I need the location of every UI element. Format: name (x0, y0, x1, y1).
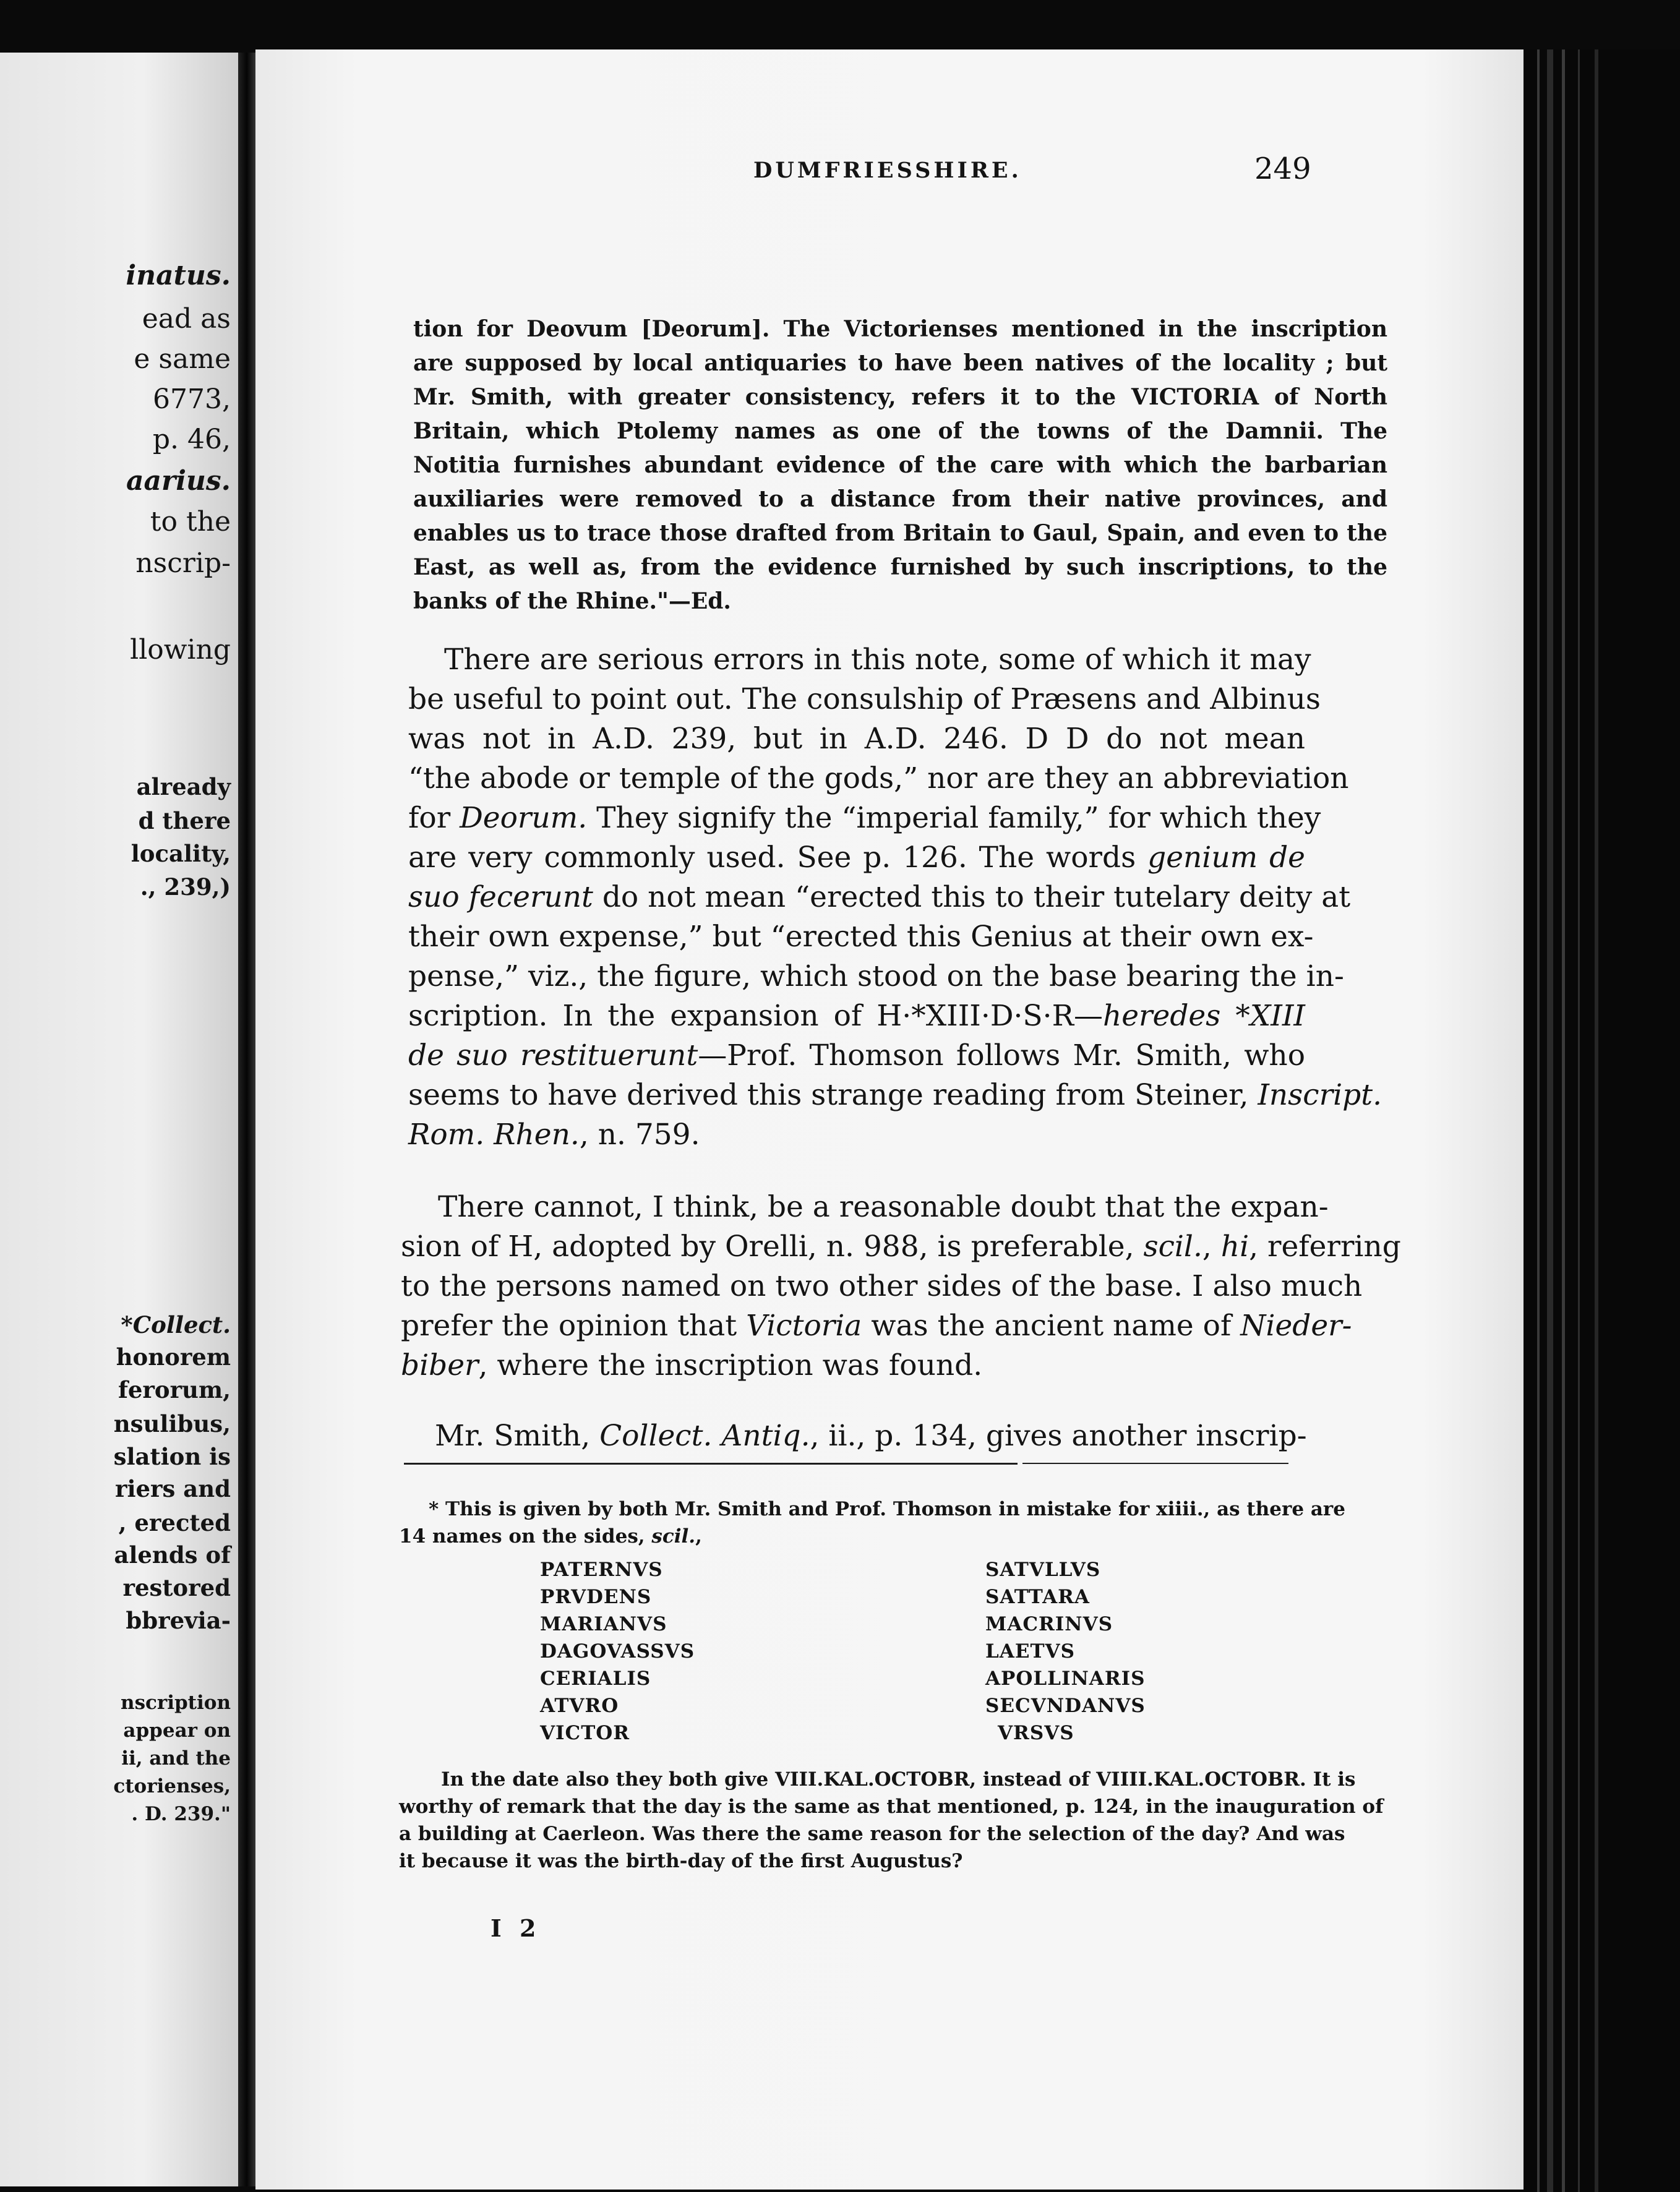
left-page-line: inatus. (126, 260, 231, 291)
editor-note-line: auxiliaries were removed to a distance from their native provinces, and (413, 486, 1387, 512)
body-line: de suo restituerunt—Prof. Thomson follows Mr. Smith, who (408, 1038, 1305, 1072)
body-line: are very commonly used. See p. 126. The words genium de (408, 841, 1305, 875)
left-page-line: restored (122, 1574, 231, 1601)
left-page-line: alends of (114, 1541, 231, 1569)
left-page-line: . D. 239." (131, 1803, 231, 1825)
footnote-line: 14 names on the sides, scil., (399, 1525, 702, 1548)
left-page-line: p. 46, (152, 424, 231, 455)
footnote-line: In the date also they both give VIII.KAL.OCTOBR, instead of VIIII.KAL.OCTOBR. It is (441, 1768, 1356, 1791)
left-page-line: nscription (121, 1692, 231, 1714)
name-right: SATTARA (985, 1586, 1090, 1608)
left-page-line: llowing (130, 634, 231, 666)
body-line: to the persons named on two other sides of the base. I also much (401, 1269, 1363, 1303)
name-left: DAGOVASSVS (540, 1640, 695, 1663)
signature-mark: I 2 (491, 1914, 541, 1942)
left-page-line: already (136, 773, 231, 800)
editor-note-line: Notitia furnishes abundant evidence of the care with which the barbarian (413, 452, 1387, 478)
name-left: ATVRO (540, 1695, 619, 1717)
left-page-line: e same (134, 343, 231, 375)
editor-note-line: Mr. Smith, with greater consistency, refers it to the VICTORIA of North (413, 384, 1387, 410)
body-line: was not in A.D. 239, but in A.D. 246. D D do not mean (408, 722, 1305, 756)
editor-note-line: banks of the Rhine."—Ed. (413, 588, 731, 614)
body-line: “the abode or temple of the gods,” nor are they an abbreviation (408, 761, 1349, 795)
body-line: Mr. Smith, Collect. Antiq., ii., p. 134, gives another inscrip- (435, 1419, 1307, 1453)
body-line: suo fecerunt do not mean “erected this to their tutelary deity at (408, 880, 1351, 914)
body-line: There cannot, I think, be a reasonable doubt that the expan- (438, 1190, 1329, 1224)
left-page-line: ead as (142, 303, 231, 335)
left-page-line: riers and (114, 1475, 231, 1502)
name-right: SECVNDANVS (985, 1695, 1146, 1717)
left-page-line: nsulibus, (113, 1410, 231, 1437)
name-left: PATERNVS (540, 1559, 663, 1581)
editor-note-line: tion for Deovum [Deorum]. The Victorienses mentioned in the inscription (413, 316, 1387, 342)
body-line: for Deorum. They signify the “imperial family,” for which they (408, 801, 1321, 835)
footnote-line: * This is given by both Mr. Smith and Prof. Thomson in mistake for xiiii., as there are (429, 1498, 1345, 1520)
body-line: scription. In the expansion of H·*XIII·D·S·R—heredes *XIII (408, 999, 1305, 1033)
book-gutter (238, 53, 255, 2186)
body-line: pense,” viz., the figure, which stood on the base bearing the in- (408, 959, 1344, 993)
left-page-fragment (0, 53, 238, 2186)
editor-note-line: are supposed by local antiquaries to have been natives of the locality ; but (413, 350, 1387, 376)
left-page-line: aarius. (126, 465, 231, 497)
name-left: PRVDENS (540, 1586, 652, 1608)
name-left: VICTOR (540, 1722, 630, 1744)
left-page-line: nscrip- (135, 547, 231, 579)
body-line: sion of H, adopted by Orelli, n. 988, is preferable, scil., hi, referring (401, 1230, 1401, 1264)
body-line: There are serious errors in this note, some of which it may (444, 643, 1311, 677)
footnote-line: worthy of remark that the day is the same as that mentioned, p. 124, in the inauguration of (399, 1796, 1384, 1818)
footnote-rule (404, 1463, 1018, 1465)
editor-note-line: enables us to trace those drafted from Britain to Gaul, Spain, and even to the (413, 520, 1387, 546)
left-page-line: locality, (131, 840, 231, 867)
name-left: MARIANVS (540, 1613, 667, 1635)
running-head: DUMFRIESSHIRE. (753, 158, 1022, 183)
editor-note-line: East, as well as, from the evidence furnished by such inscriptions, to the (413, 554, 1387, 580)
name-right: APOLLINARIS (985, 1668, 1146, 1690)
body-line: Rom. Rhen., n. 759. (408, 1118, 700, 1152)
footnote-rule-right (1022, 1463, 1288, 1464)
left-page-line: ii, and the (121, 1747, 231, 1770)
page-249 (255, 49, 1524, 2190)
name-left: CERIALIS (540, 1668, 651, 1690)
name-right: VRSVS (998, 1722, 1074, 1744)
left-page-line: ctorienses, (113, 1775, 231, 1797)
name-right: LAETVS (985, 1640, 1075, 1663)
left-page-line: slation is (113, 1443, 231, 1470)
body-line: prefer the opinion that Victoria was the ancient name of Nieder- (401, 1309, 1352, 1343)
left-page-line: *Collect. (121, 1311, 231, 1338)
body-line: be useful to point out. The consulship of Præsens and Albinus (408, 682, 1321, 716)
editor-note-line: Britain, which Ptolemy names as one of the towns of the Damnii. The (413, 418, 1387, 444)
left-page-line: ., 239,) (140, 873, 231, 901)
body-line: their own expense,” but “erected this Genius at their own ex- (408, 920, 1314, 954)
left-page-line: 6773, (153, 383, 231, 415)
page-number: 249 (1254, 152, 1311, 186)
name-right: MACRINVS (985, 1613, 1113, 1635)
body-line: seems to have derived this strange reading from Steiner, Inscript. (408, 1078, 1382, 1112)
footnote-line: it because it was the birth-day of the first Augustus? (399, 1850, 963, 1872)
left-page-line: , erected (118, 1509, 231, 1536)
name-right: SATVLLVS (985, 1559, 1101, 1581)
left-page-line: to the (150, 506, 231, 537)
footnote-line: a building at Caerleon. Was there the same reason for the selection of the day? And was (399, 1823, 1345, 1845)
body-line: biber, where the inscription was found. (401, 1348, 983, 1382)
left-page-line: d there (138, 807, 231, 834)
right-binding-edge (1524, 49, 1680, 2192)
left-page-line: ferorum, (118, 1376, 231, 1403)
left-page-line: honorem (116, 1343, 231, 1371)
left-page-line: appear on (123, 1719, 231, 1742)
left-page-line: bbrevia- (126, 1607, 231, 1634)
